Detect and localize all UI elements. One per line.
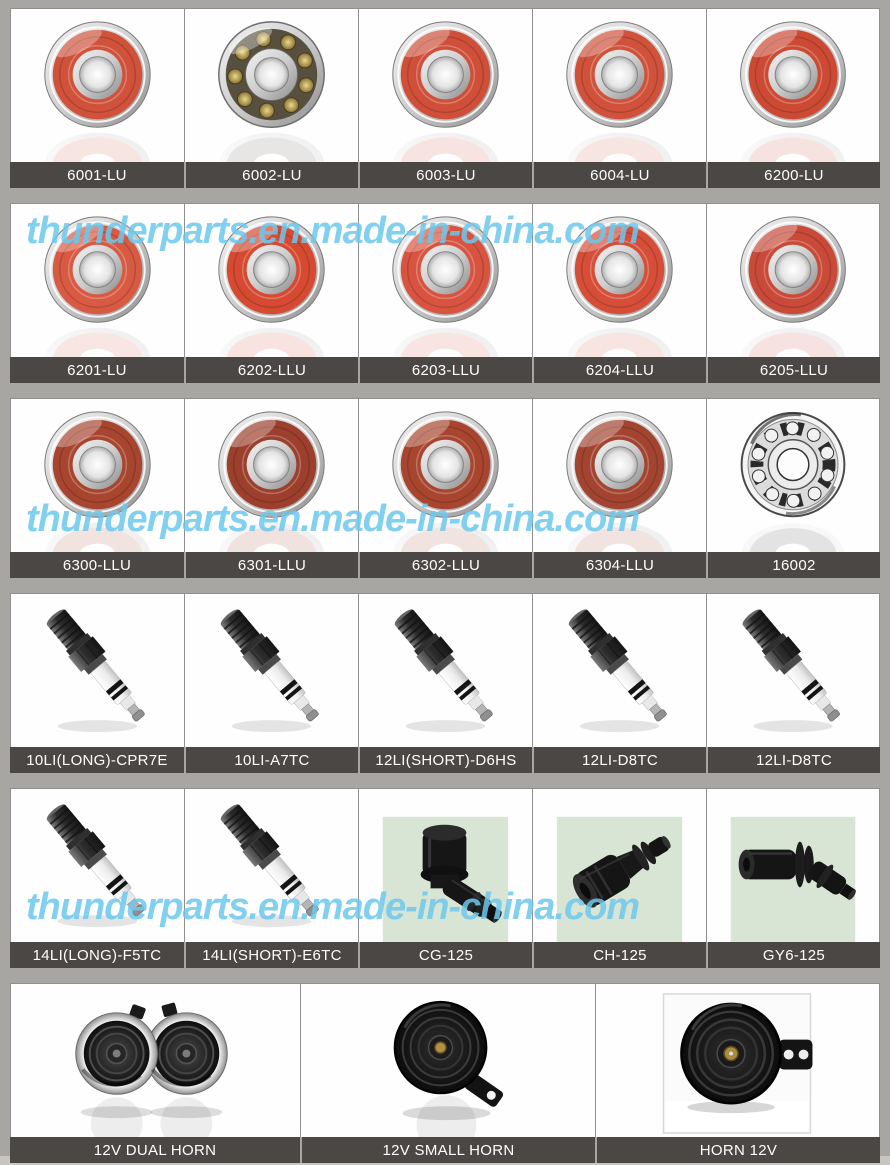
sparkplug-image [184,593,358,747]
product-cell [10,398,184,578]
bearing-open-bw-image [706,398,880,552]
product-label: 6302-LLU [411,556,481,574]
product-label-bar [595,1137,880,1163]
product-label: 12V SMALL HORN [382,1141,515,1159]
product-cell [10,788,184,968]
product-cell [706,8,880,188]
cap-elbow-image [358,788,532,942]
watermark-row5: thunderparts.en.made-in-china.com [26,886,640,928]
product-label-bar [358,942,532,968]
product-label: 6205-LLU [759,361,829,379]
sparkplug-image [10,788,184,942]
bearing-sealed-image [10,8,184,162]
product-label: CH-125 [593,946,647,964]
product-label: CG-125 [418,946,474,964]
product-cell [706,593,880,773]
product-label-bar [10,162,184,188]
product-cell [358,203,532,383]
horn-small-image [300,983,595,1137]
product-cell [358,398,532,578]
sparkplug-image [706,593,880,747]
product-label-bar [358,162,532,188]
product-label-bar [358,357,532,383]
product-label-bar [184,942,358,968]
sparkplug-image [532,593,706,747]
product-label-bar [10,747,184,773]
bearing-open-image [184,8,358,162]
product-cell [358,8,532,188]
product-label-bar [10,942,184,968]
horn-dual-image [10,983,300,1137]
bearing-sealed-image [10,398,184,552]
product-label-bar [532,162,706,188]
product-label: HORN 12V [699,1141,778,1159]
product-label-bar [532,942,706,968]
watermark-row2: thunderparts.en.made-in-china.com [26,210,640,252]
bearing-sealed-image [184,398,358,552]
catalog-row-6 [10,983,880,1163]
bearing-sealed-image [706,8,880,162]
bearing-sealed-image [532,398,706,552]
product-cell [532,203,706,383]
product-label: 12LI-D8TC [581,751,659,769]
sparkplug-image [10,593,184,747]
product-cell [184,788,358,968]
product-cell [532,398,706,578]
product-label-bar [706,942,880,968]
bearing-sealed-image [184,203,358,357]
product-label: 6203-LLU [411,361,481,379]
product-cell [10,8,184,188]
product-cell [184,8,358,188]
product-label-bar [532,552,706,578]
product-label-bar [706,357,880,383]
product-cell [10,593,184,773]
bearing-sealed-image [706,203,880,357]
product-label: 14LI(LONG)-F5TC [32,946,162,964]
bearing-sealed-image [532,8,706,162]
horn-photo-image [595,983,880,1137]
product-label: 6202-LLU [237,361,307,379]
bearing-sealed-image [358,203,532,357]
product-label-bar [358,747,532,773]
watermark-row3: thunderparts.en.made-in-china.com [26,498,640,540]
product-label: 10LI(LONG)-CPR7E [26,751,168,769]
product-cell [532,8,706,188]
product-cell [184,593,358,773]
catalog-row-3 [10,398,880,578]
product-label-bar [358,552,532,578]
product-label: 6304-LLU [585,556,655,574]
product-label: 6204-LLU [585,361,655,379]
product-grid [10,8,880,1163]
cap-gy6-image [706,788,880,942]
bearing-sealed-image [532,203,706,357]
product-label: 6200-LU [764,166,824,184]
product-label-bar [706,162,880,188]
product-label-bar [184,162,358,188]
product-cell [706,398,880,578]
product-label: 6003-LU [416,166,476,184]
bearing-sealed-image [358,398,532,552]
product-label-bar [532,357,706,383]
catalog-row-5 [10,788,880,968]
product-cell [184,398,358,578]
product-cell [532,788,706,968]
product-cell [358,593,532,773]
catalog-row-4 [10,593,880,773]
product-label-bar [184,747,358,773]
product-label: 6300-LLU [62,556,132,574]
product-label: 14LI(SHORT)-E6TC [202,946,342,964]
product-cell [10,203,184,383]
product-label-bar [706,747,880,773]
product-label-bar [300,1137,595,1163]
catalog-row-2 [10,203,880,383]
sparkplug-image [358,593,532,747]
product-label-bar [10,552,184,578]
bearing-sealed-image [358,8,532,162]
product-label: 10LI-A7TC [234,751,310,769]
product-label: 12LI-D8TC [755,751,833,769]
product-label-bar [10,357,184,383]
catalog-row-1 [10,8,880,188]
product-label: 12LI(SHORT)-D6HS [375,751,517,769]
product-label: 6201-LU [67,361,127,379]
bearing-sealed-image [10,203,184,357]
sparkplug-image [184,788,358,942]
product-cell [595,983,880,1163]
product-label: GY6-125 [762,946,826,964]
product-cell [10,983,300,1163]
product-label: 6002-LU [242,166,302,184]
product-cell [300,983,595,1163]
product-cell [358,788,532,968]
product-cell [706,203,880,383]
product-label-bar [532,747,706,773]
product-label: 6004-LU [590,166,650,184]
product-cell [532,593,706,773]
cap-straight-image [532,788,706,942]
product-label: 6001-LU [67,166,127,184]
product-label-bar [184,357,358,383]
product-label: 12V DUAL HORN [93,1141,217,1159]
product-label-bar [184,552,358,578]
product-label-bar [10,1137,300,1163]
product-label-bar [706,552,880,578]
product-cell [184,203,358,383]
product-label: 6301-LLU [237,556,307,574]
product-cell [706,788,880,968]
product-label: 16002 [772,556,816,574]
